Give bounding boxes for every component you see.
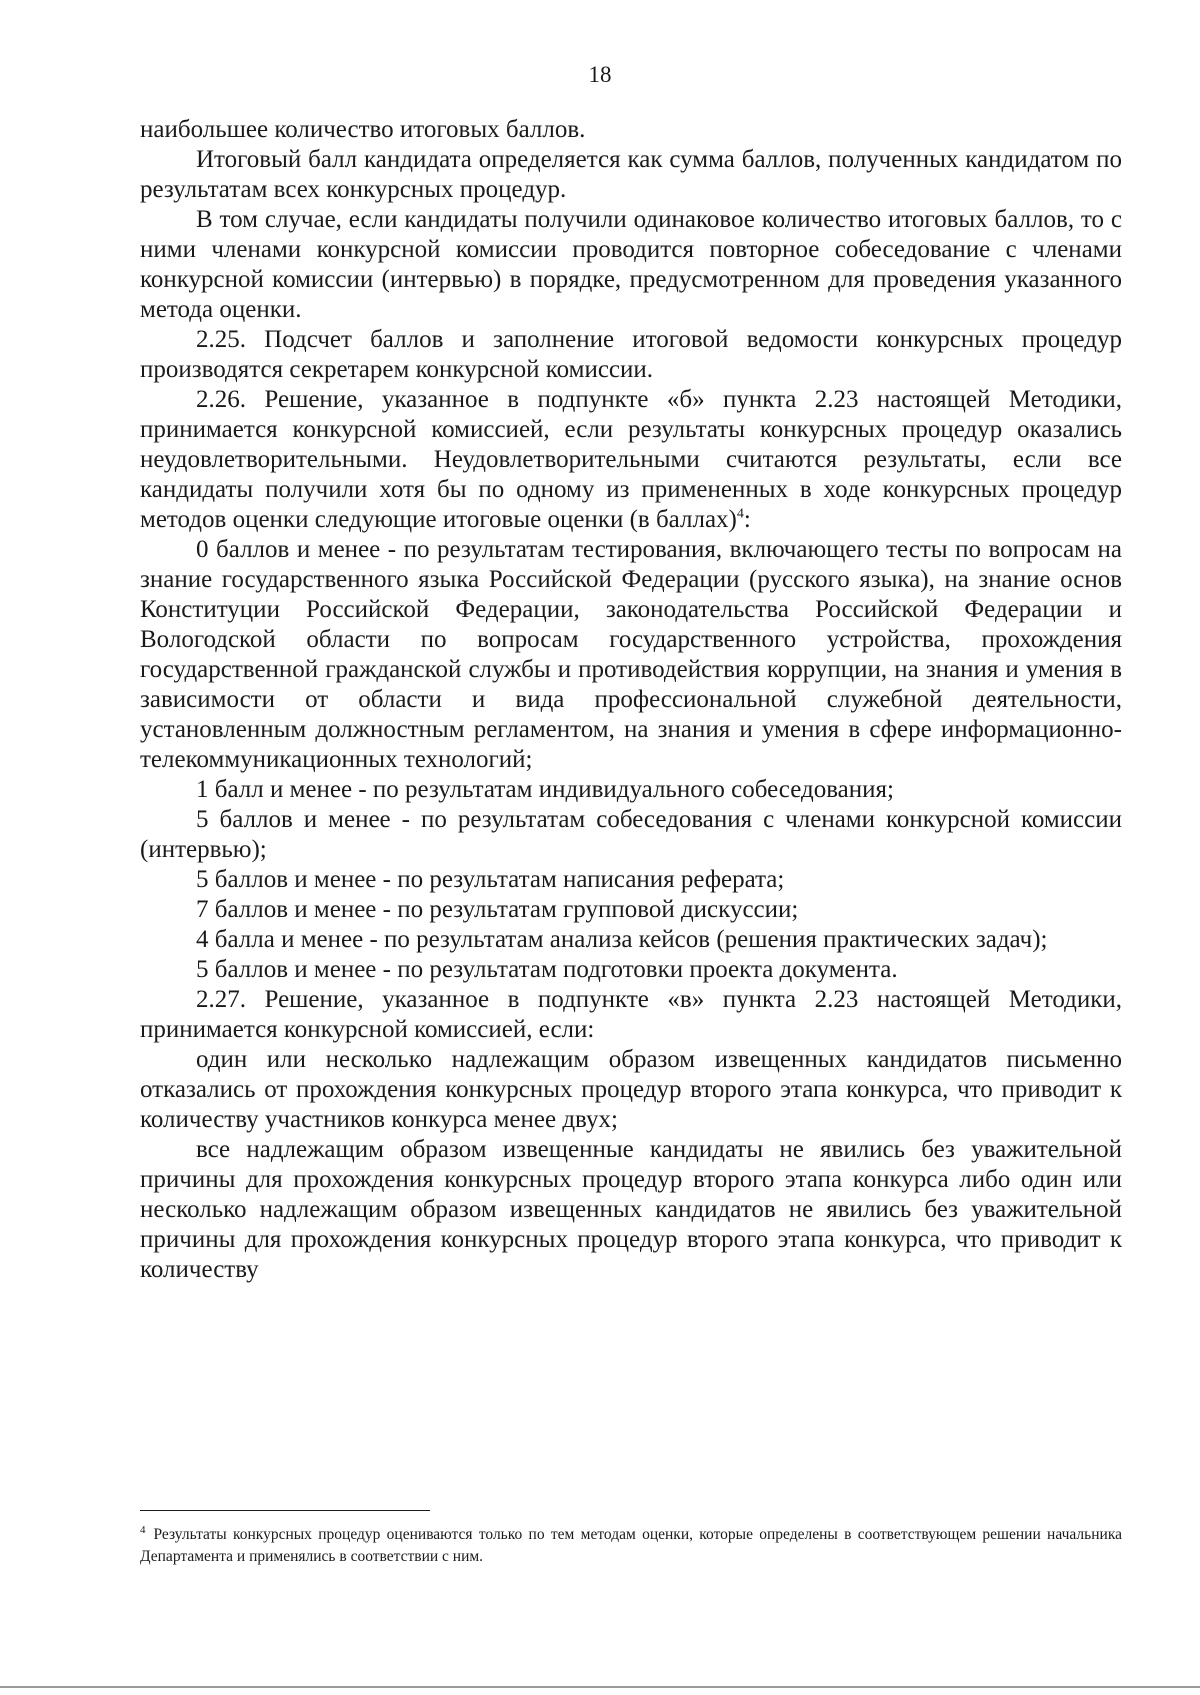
footnote <box>140 1524 1122 1568</box>
paragraph-final-score: Итоговый балл кандидата определяется как сумма баллов, полученных кандидатом по результатам всех конкурсных процедур. <box>140 146 1122 203</box>
paragraph-2-26 <box>140 385 1122 535</box>
paragraph-2-26-colon: : <box>743 506 751 533</box>
criterion-essay: 5 баллов и менее - по результатам написания реферата; <box>196 866 785 893</box>
paragraph-2-26-text: 2.26. Решение, указанное в подпункте «б» пункта 2.23 настоящей Методики, принимается конкурсной комиссией, если результаты конкурсных процедур оказались неудовлетворительными. Неудовлетворительными считаются результаты, если все кандидаты получили хотя бы по одному из примененных в ходе конкурсных процедур методов оценки следующие итоговые оценки (в баллах) <box>140 386 1122 533</box>
paragraph-tie-case: В том случае, если кандидаты получили одинаковое количество итоговых баллов, то с ними членами конкурсной комиссии проводится повторное собеседование с членами конкурсной комиссии (интервью) в порядке, предусмотренном для проведения указанного метода оценки. <box>140 206 1122 323</box>
criterion-document-draft: 5 баллов и менее - по результатам подготовки проекта документа. <box>196 956 898 983</box>
criterion-individual-interview: 1 балл и менее - по результатам индивидуального собеседования; <box>196 776 894 803</box>
condition-no-show: все надлежащим образом извещенные кандидаты не явились без уважительной причины для прохождения конкурсных процедур второго этапа конкурса либо один или несколько надлежащим образом извещенных кандидатов не явились без уважительной причины для прохождения конкурсных процедур второго этапа конкурса, что приводит к количеству <box>140 1136 1122 1283</box>
footnote-reference: 4 <box>736 506 744 522</box>
condition-refusal: один или несколько надлежащим образом извещенных кандидатов письменно отказались от прохождения конкурсных процедур второго этапа конкурса, что приводит к количеству участников конкурса менее двух; <box>140 1046 1122 1133</box>
scan-edge-line <box>0 1686 1200 1688</box>
criterion-group-discussion: 7 баллов и менее - по результатам групповой дискуссии; <box>196 896 799 923</box>
footnote-mark: 4 <box>140 1523 146 1536</box>
footnote-text: Результаты конкурсных процедур оцениваются только по тем методам оценки, которые определены в соответствующем решении начальника Департамента и применялись в соответствии с ним. <box>140 1526 1122 1565</box>
paragraph-2-27: 2.27. Решение, указанное в подпункте «в» пункта 2.23 настоящей Методики, принимается конкурсной комиссией, если: <box>140 986 1122 1043</box>
criterion-commission-interview: 5 баллов и менее - по результатам собеседования с членами конкурсной комиссии (интервью); <box>140 806 1122 863</box>
footnote-divider <box>140 1510 430 1511</box>
criterion-case-analysis: 4 балла и менее - по результатам анализа кейсов (решения практических задач); <box>196 926 1048 953</box>
criterion-testing: 0 баллов и менее - по результатам тестирования, включающего тесты по вопросам на знание государственного языка Российской Федерации (русского языка), на знание основ Конституции Российской Федерации, законодательства Российской Федерации и Вологодской области по вопросам государственного устройства, прохождения государственной гражданской службы и противодействия коррупции, на знания и умения в зависимости от области и вида профессиональной служебной деятельности, установленным должностным регламентом, на знания и умения в сфере информационно-телекоммуникационных технологий; <box>140 536 1122 773</box>
page-number: 18 <box>588 62 612 87</box>
document-body <box>140 115 1122 1285</box>
paragraph-continuation: наибольшее количество итоговых баллов. <box>140 116 586 143</box>
paragraph-2-25: 2.25. Подсчет баллов и заполнение итоговой ведомости конкурсных процедур производятся секретарем конкурсной комиссии. <box>140 326 1122 383</box>
